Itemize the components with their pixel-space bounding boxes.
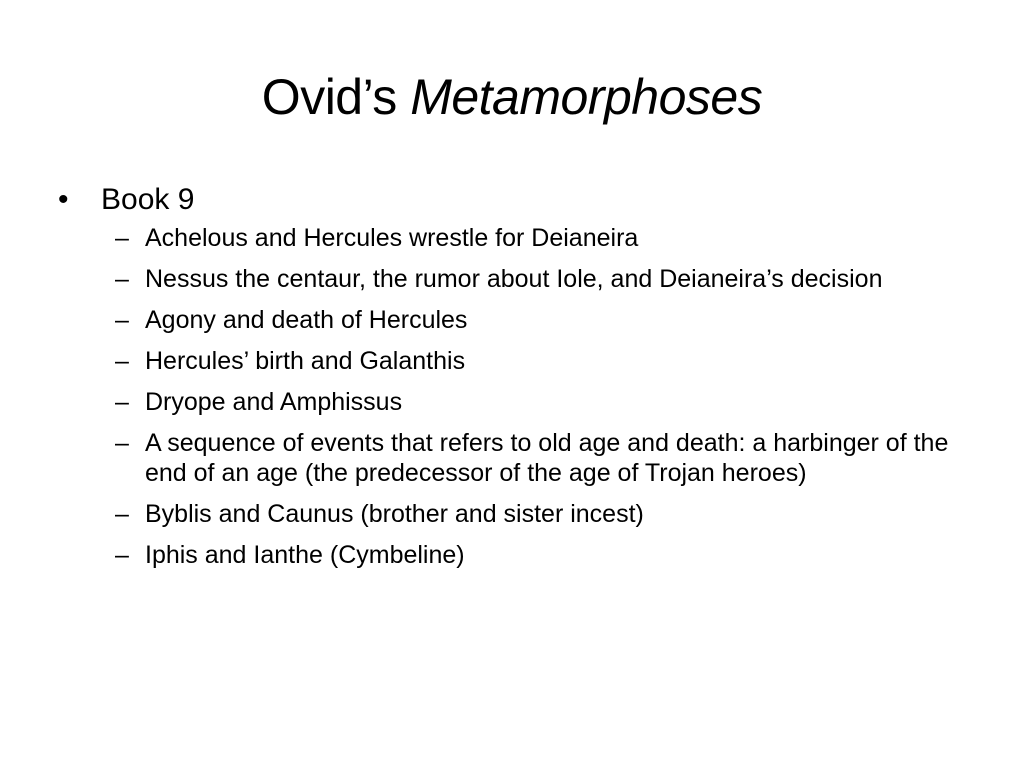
- sub-bullet-item: [58, 499, 988, 529]
- slide-body: [58, 178, 988, 581]
- sub-bullet-list: [58, 223, 988, 570]
- sub-bullet-label: Agony and death of Hercules: [145, 306, 468, 334]
- sub-bullet-item: [58, 428, 988, 488]
- sub-bullet-item: [58, 346, 988, 376]
- dash-glyph: –: [115, 224, 129, 252]
- dash-glyph: –: [115, 500, 129, 528]
- slide-title-plain: Ovid’s: [261, 69, 411, 125]
- sub-bullet-label: Nessus the centaur, the rumor about Iole, and Deianeira’s decision: [145, 265, 883, 293]
- sub-bullet-label: Byblis and Caunus (brother and sister incest): [145, 500, 644, 528]
- slide-title-italic: Metamorphoses: [410, 69, 763, 125]
- dash-glyph: –: [115, 388, 129, 416]
- sub-bullet-label: A sequence of events that refers to old age and death: a harbinger of the end of an age (the predecessor of the age of Trojan heroes): [145, 429, 949, 487]
- dash-glyph: –: [115, 541, 129, 569]
- bullet-item-label: Book 9: [101, 183, 195, 216]
- dash-glyph: –: [115, 306, 129, 334]
- dash-glyph: –: [115, 429, 129, 457]
- slide-title: [0, 62, 1024, 132]
- sub-bullet-label: Dryope and Amphissus: [145, 388, 403, 416]
- sub-bullet-label: Iphis and Ianthe (Cymbeline): [145, 541, 465, 569]
- dash-glyph: –: [115, 347, 129, 375]
- sub-bullet-item: [58, 223, 988, 253]
- sub-bullet-label: Achelous and Hercules wrestle for Deianeira: [145, 224, 639, 252]
- sub-bullet-item: [58, 540, 988, 570]
- sub-bullet-item: [58, 387, 988, 417]
- sub-bullet-item: [58, 264, 988, 294]
- sub-bullet-label: Hercules’ birth and Galanthis: [145, 347, 466, 375]
- sub-bullet-item: [58, 305, 988, 335]
- dash-glyph: –: [115, 265, 129, 293]
- bullet-item-book-9: [58, 178, 988, 222]
- bullet-glyph: •: [58, 183, 69, 216]
